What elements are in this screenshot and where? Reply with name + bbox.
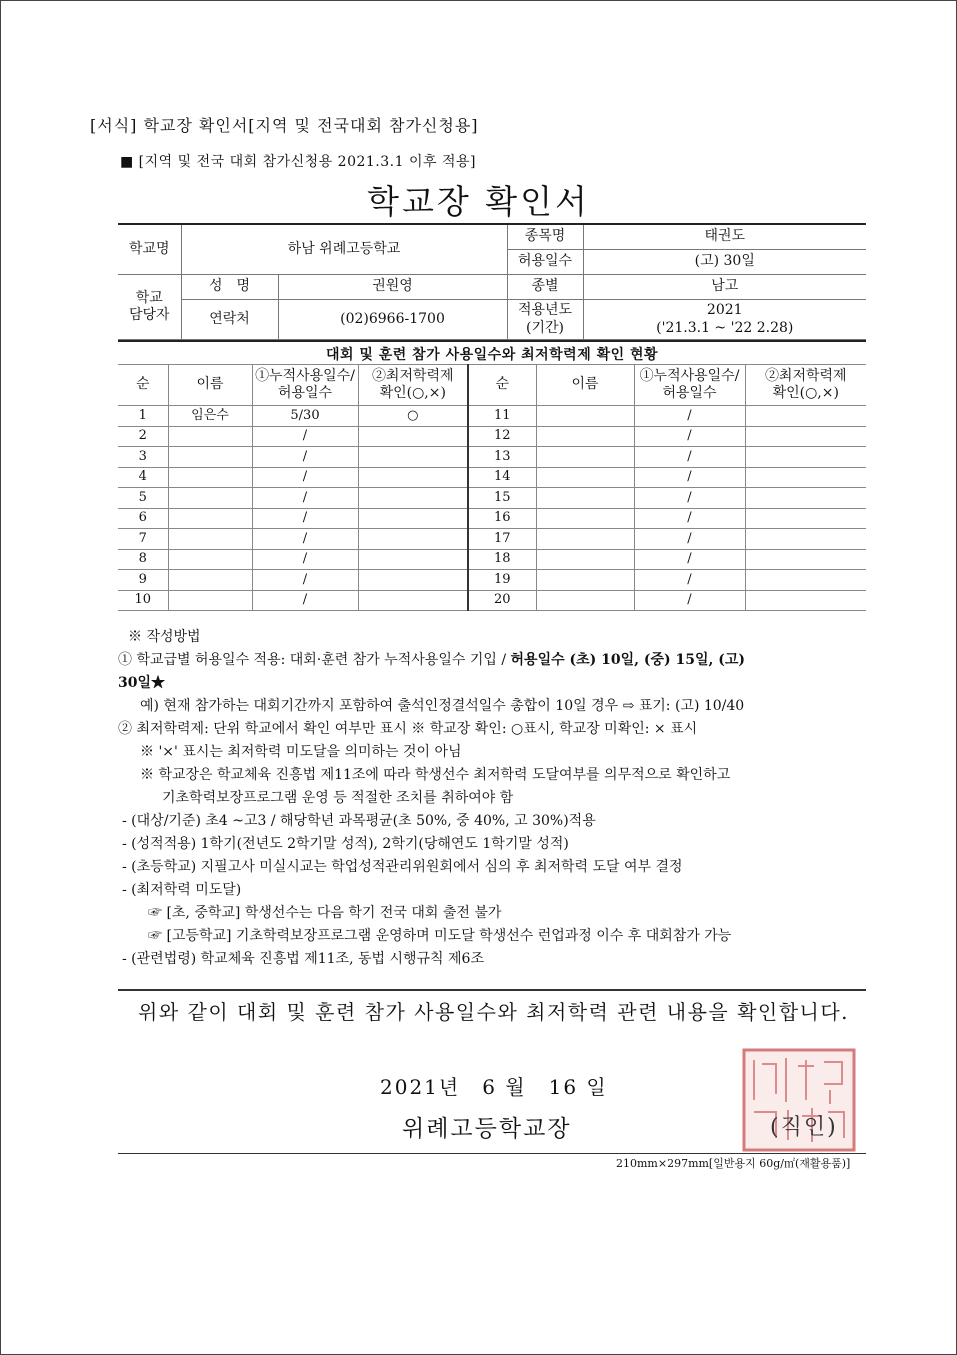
row-number: 17 (468, 529, 536, 550)
row-number: 9 (118, 570, 168, 591)
min-standard-check: ○ (358, 406, 468, 427)
note-2-b1: ※ 학교장은 학교체육 진흥법 제11조에 따라 학생선수 최저학력 도달여부를 의무적으로 확인하고 (140, 767, 731, 783)
student-name (168, 570, 252, 591)
contact-label: 연락처 (181, 300, 278, 340)
name-label: 성 명 (181, 275, 278, 300)
student-name (536, 488, 634, 509)
days-used: / (252, 590, 358, 611)
student-name (168, 426, 252, 447)
days-used: / (634, 426, 745, 447)
gender-value: 남고 (583, 275, 866, 300)
days-used: / (252, 529, 358, 550)
days-used: 5/30 (252, 406, 358, 427)
student-name (536, 529, 634, 550)
min-standard-check (745, 488, 866, 509)
year-value-cell (583, 300, 866, 340)
row-number: 1 (118, 406, 168, 427)
table-row (118, 549, 866, 570)
detail-2: - (성적적용) 1학기(전년도 2학기말 성적), 2학기(당해연도 1학기말 성적) (122, 836, 569, 852)
min-standard-check (358, 447, 468, 468)
row-number: 2 (118, 426, 168, 447)
min-standard-check (358, 508, 468, 529)
issue-date: 2021년 6 월 16 일 (380, 1075, 608, 1099)
student-name (168, 590, 252, 611)
student-name (536, 406, 634, 427)
table-row (118, 529, 866, 550)
days-used: / (252, 570, 358, 591)
row-number: 20 (468, 590, 536, 611)
page-title: 학교장 확인서 (367, 182, 590, 221)
table-row (118, 508, 866, 529)
allowed-days-value: (고) 30일 (583, 250, 866, 275)
student-name (168, 508, 252, 529)
days-used: / (634, 570, 745, 591)
row-number: 13 (468, 447, 536, 468)
year-label: 적용년도 (517, 302, 573, 318)
row-number: 4 (118, 467, 168, 488)
student-name (168, 467, 252, 488)
detail-1: - (대상/기준) 초4 ~고3 / 해당학년 과목평균(초 50%, 중 40%, 고 30%)적용 (122, 813, 596, 829)
row-number: 15 (468, 488, 536, 509)
col-days-2-line2: 허용일수 (662, 385, 717, 401)
col-no: 순 (118, 365, 168, 406)
row-number: 10 (118, 590, 168, 611)
student-name (168, 488, 252, 509)
name-value: 권원영 (278, 275, 507, 300)
row-number: 14 (468, 467, 536, 488)
student-name (168, 447, 252, 468)
days-used: / (252, 549, 358, 570)
col-min (358, 365, 468, 406)
col-days-line1: ①누적사용일수/ (255, 367, 355, 384)
min-standard-check (745, 590, 866, 611)
detail-3: - (초등학교) 지필고사 미실시교는 학업성적관리위원회에서 심의 후 최저학력 도달 여부 결정 (122, 859, 683, 875)
min-standard-check (745, 508, 866, 529)
student-name: 임은수 (168, 406, 252, 427)
note-1-bold: 허용일수 (초) 10일, (중) 15일, (고) (510, 652, 746, 668)
bottom-rule (118, 1153, 866, 1154)
days-used: / (634, 590, 745, 611)
col-days-line2: 허용일수 (277, 385, 333, 401)
student-name (536, 467, 634, 488)
min-standard-check (358, 529, 468, 550)
school-label: 학교명 (118, 224, 181, 275)
student-name (536, 570, 634, 591)
note-1-text: ① 학교급별 허용일수 적용: 대회·훈련 참가 누적사용일수 기입 / (118, 652, 511, 668)
year-value: 2021 (706, 302, 743, 318)
table-row (118, 426, 866, 447)
note-2-a: ※ '×' 표시는 최저학력 미도달을 의미하는 것이 아님 (140, 744, 462, 760)
principal-title: 위례고등학교장 (402, 1116, 572, 1142)
paper-spec: 210mm×297mm[일반용지 60g/㎡(재활용품)] (616, 1157, 851, 1170)
days-used: / (252, 447, 358, 468)
col-min-2-line2: 확인(○,×) (772, 385, 839, 401)
table-row (118, 590, 866, 611)
student-name (536, 590, 634, 611)
detail-4-a: ☞ [초, 중학교] 학생선수는 다음 학기 전국 대회 출전 불가 (148, 905, 502, 921)
min-standard-check (358, 590, 468, 611)
detail-4: - (최저학력 미도달) (122, 882, 242, 898)
note-1-example: 예) 현재 참가하는 대회기간까지 포함하여 출석인정결석일수 총합이 10일 경우 ⇨ 표기: (고) 10/40 (140, 698, 745, 714)
student-name (536, 426, 634, 447)
status-heading: 대회 및 훈련 참가 사용일수와 최저학력제 확인 현황 (118, 340, 866, 364)
table-row (118, 406, 866, 427)
col-min-line1: ②최저학력제 (371, 367, 454, 384)
confirm-statement: 위와 같이 대회 및 훈련 참가 사용일수와 최저학력 관련 내용을 확인합니다. (118, 989, 866, 1028)
col-name-2: 이름 (536, 365, 634, 406)
row-number: 18 (468, 549, 536, 570)
days-used: / (634, 508, 745, 529)
col-min-line2: 확인(○,×) (379, 385, 446, 401)
min-standard-check (745, 447, 866, 468)
row-number: 7 (118, 529, 168, 550)
table-row (118, 570, 866, 591)
min-standard-check (358, 549, 468, 570)
min-standard-check (745, 570, 866, 591)
days-used: / (252, 426, 358, 447)
row-number: 5 (118, 488, 168, 509)
col-name: 이름 (168, 365, 252, 406)
col-days-2-line1: ①누적사용일수/ (639, 367, 740, 384)
student-name (536, 508, 634, 529)
period-value: ('21.3.1 ~ '22 2.28) (656, 319, 794, 336)
row-number: 8 (118, 549, 168, 570)
days-used: / (634, 467, 745, 488)
sport-value: 태권도 (583, 224, 866, 250)
table-row (118, 467, 866, 488)
row-number: 6 (118, 508, 168, 529)
row-number: 19 (468, 570, 536, 591)
notes-heading: ※ 작성방법 (128, 629, 201, 645)
note-1-cont: 30일★ (118, 675, 166, 691)
manager-label: 학교 담당자 (118, 275, 181, 340)
student-name (168, 549, 252, 570)
days-used: / (634, 447, 745, 468)
col-days (252, 365, 358, 406)
allowed-days-label: 허용일수 (507, 250, 583, 275)
student-name (536, 447, 634, 468)
row-number: 11 (468, 406, 536, 427)
year-cell (507, 300, 583, 340)
min-standard-check (745, 549, 866, 570)
info-table (118, 223, 866, 340)
student-name (536, 549, 634, 570)
min-standard-check (358, 426, 468, 447)
sport-label: 종목명 (507, 224, 583, 250)
note-2: ② 최저학력제: 단위 학교에서 확인 여부만 표시 ※ 학교장 확인: ○표시, 학교장 미확인: × 표시 (118, 721, 698, 737)
instructions (118, 626, 868, 971)
sub-label: ■ [지역 및 전국 대회 참가신청용 2021.3.1 이후 적용] (120, 154, 476, 170)
contact-value: (02)6966-1700 (278, 300, 507, 340)
min-standard-check (358, 467, 468, 488)
student-name (168, 529, 252, 550)
gender-label: 종별 (507, 275, 583, 300)
note-1 (118, 649, 868, 672)
school-value: 하남 위례고등학교 (181, 224, 507, 275)
detail-5: - (관련법령) 학교체육 진흥법 제11조, 동법 시행규칙 제6조 (122, 951, 484, 967)
days-used: / (252, 488, 358, 509)
row-number: 12 (468, 426, 536, 447)
note-2-b2: 기초학력보장프로그램 운영 등 적절한 조치를 취하여야 함 (162, 790, 514, 806)
min-standard-check (358, 488, 468, 509)
table-row (118, 447, 866, 468)
period-label: (기간) (526, 319, 564, 336)
days-used: / (634, 529, 745, 550)
days-used: / (634, 488, 745, 509)
detail-4-b: ☞ [고등학교] 기초학력보장프로그램 운영하며 미도달 학생선수 런업과정 이수 후 대회참가 가능 (148, 928, 732, 944)
col-days-2 (634, 365, 745, 406)
min-standard-check (745, 467, 866, 488)
seal-label: (직인) (770, 1115, 838, 1140)
col-no-2: 순 (468, 365, 536, 406)
min-standard-check (745, 426, 866, 447)
col-min-2-line1: ②최저학력제 (764, 367, 847, 384)
table-row (118, 488, 866, 509)
days-used: / (252, 508, 358, 529)
days-used: / (252, 467, 358, 488)
row-number: 3 (118, 447, 168, 468)
form-label: [서식] 학교장 확인서[지역 및 전국대회 참가신청용] (90, 116, 479, 135)
days-used: / (634, 406, 745, 427)
min-standard-check (358, 570, 468, 591)
usage-grid (118, 364, 866, 611)
days-used: / (634, 549, 745, 570)
col-min-2 (745, 365, 866, 406)
min-standard-check (745, 529, 866, 550)
min-standard-check (745, 406, 866, 427)
row-number: 16 (468, 508, 536, 529)
